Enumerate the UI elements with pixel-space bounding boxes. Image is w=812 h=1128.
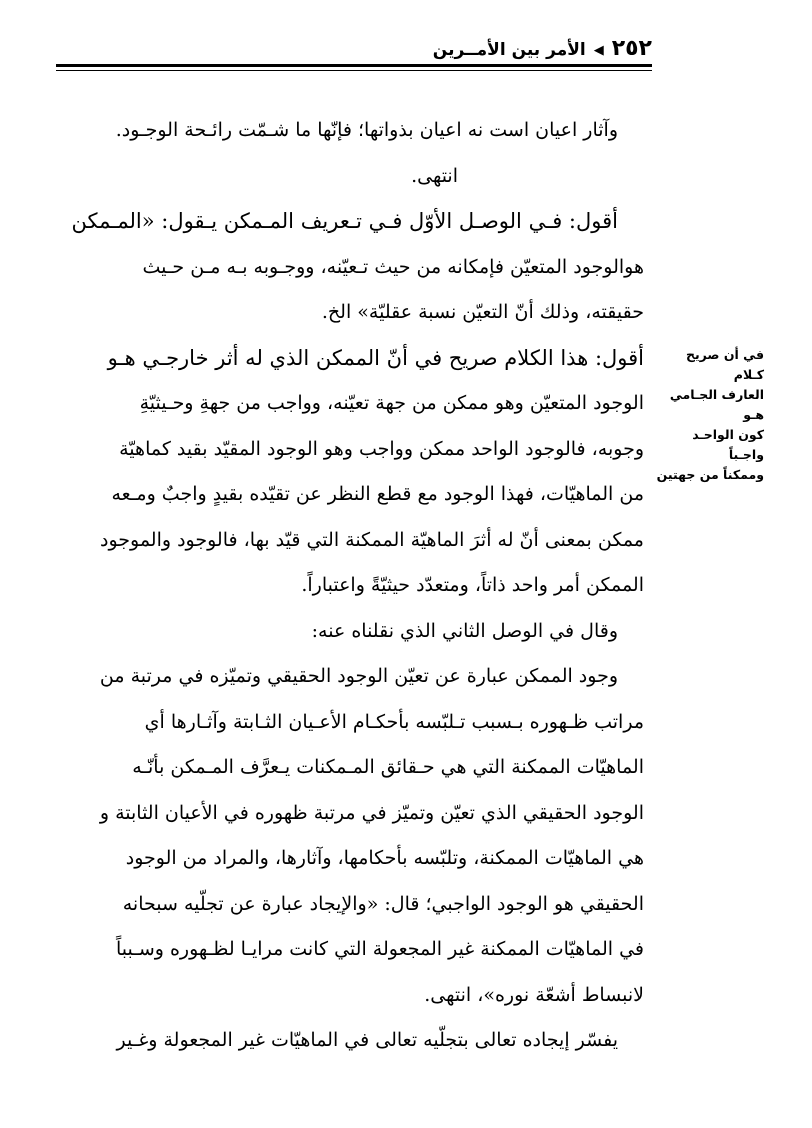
text-line: مراتب ظـهوره بـسبب تـلبّسه بأحكـام الأعـيان الثـابتة وآثـارها أي: [144, 710, 644, 733]
text-line: من الماهيّات، فهذا الوجود مع قطع النظر عن تقيّده بقيدٍ واجبٌ ومـعه: [111, 483, 644, 505]
text-line: انتهى.: [411, 164, 458, 187]
text-line: يفسّر إيجاده تعالى بتجلّيه تعالى في الماهيّات غير المجعولة وغـير: [116, 1029, 618, 1051]
text-line: هوالوجود المتعيّن فإمكانه من حيث تـعيّنه، ووجـوبه بـه مـن حـيث: [142, 255, 644, 278]
page-number: ٢٥٢: [611, 36, 652, 61]
text-line: حقيقته، وذلك أنّ التعيّن نسبة عقليّة» الخ.: [321, 301, 644, 323]
text-line: وجود الممكن عبارة عن تعيّن الوجود الحقيقي وتميّزه في مرتبة من: [99, 665, 618, 687]
body-text: [56, 108, 644, 1064]
text-line: لانبساط أشعّة نوره»، انتهى.: [424, 983, 644, 1006]
text-line: الحقيقي هو الوجود الواجبي؛ قال: «والإيجاد عبارة عن تجلّيه سبحانه: [122, 892, 644, 915]
text-line: الوجود الحقيقي الذي تعيّن وتميّز في مرتبة ظهوره في الأعيان الثابتة و: [99, 801, 644, 824]
text-line: أقول: فـي الوصـل الأوّل فـي تـعريف المـمكن يـقول: «المـمكن: [71, 209, 618, 233]
text-line: أقول: هذا الكلام صريح في أنّ الممكن الذي له أثر خارجـي هـو: [107, 345, 644, 370]
text-line: في الماهيّات الممكنة غير المجعولة التي كانت مرايـا لظـهوره وسـبباً: [116, 938, 644, 960]
text-line: وآثار اعيان است نه اعيان بذواتها؛ فإنّها ما شـمّت رائـحة الوجـود.: [115, 119, 618, 141]
marginal-note-line: العارف الجـامي هـو: [669, 387, 764, 422]
running-header: [62, 28, 652, 64]
header-rule-thick: [56, 64, 652, 67]
text-line: الوجود المتعيّن وهو ممكن من جهة تعيّنه، وواجب من جهةِ وحـيثيّةِ: [139, 392, 644, 414]
triangle-marker-icon: ◀: [593, 43, 604, 58]
text-line: وقال في الوصل الثاني الذي نقلناه عنه:: [311, 619, 618, 642]
marginal-note-line: وممكناً من جهتين: [656, 467, 764, 482]
text-line: هي الماهيّات الممكنة، وتلبّسه بأحكامها، وآثارها، والمراد من الوجود: [125, 847, 644, 869]
marginal-note: [654, 345, 764, 485]
running-title: الأمر بين الأمــرين: [432, 40, 586, 60]
text-line: ممكن بمعنى أنّ له أثرَ الماهيّة الممكنة التي قيّد بها، فالوجود والموجود: [99, 528, 644, 551]
header-rule-thin: [56, 70, 652, 71]
text-line: وجوبه، فالوجود الواحد ممكن وواجب وهو الوجود المقيّد بقيد كماهيّة: [119, 437, 644, 460]
text-line: الماهيّات الممكنة التي هي حـقائق المـمكنات يـعرَّف المـمكن بأنّـه: [132, 756, 644, 778]
marginal-note-line: كون الواحـد واجـباً: [692, 427, 764, 462]
marginal-note-line: في أن صريح كـلام: [685, 347, 764, 382]
text-line: الممكن أمر واحد ذاتاً، ومتعدّد حيثيّةً واعتباراً.: [301, 574, 644, 596]
